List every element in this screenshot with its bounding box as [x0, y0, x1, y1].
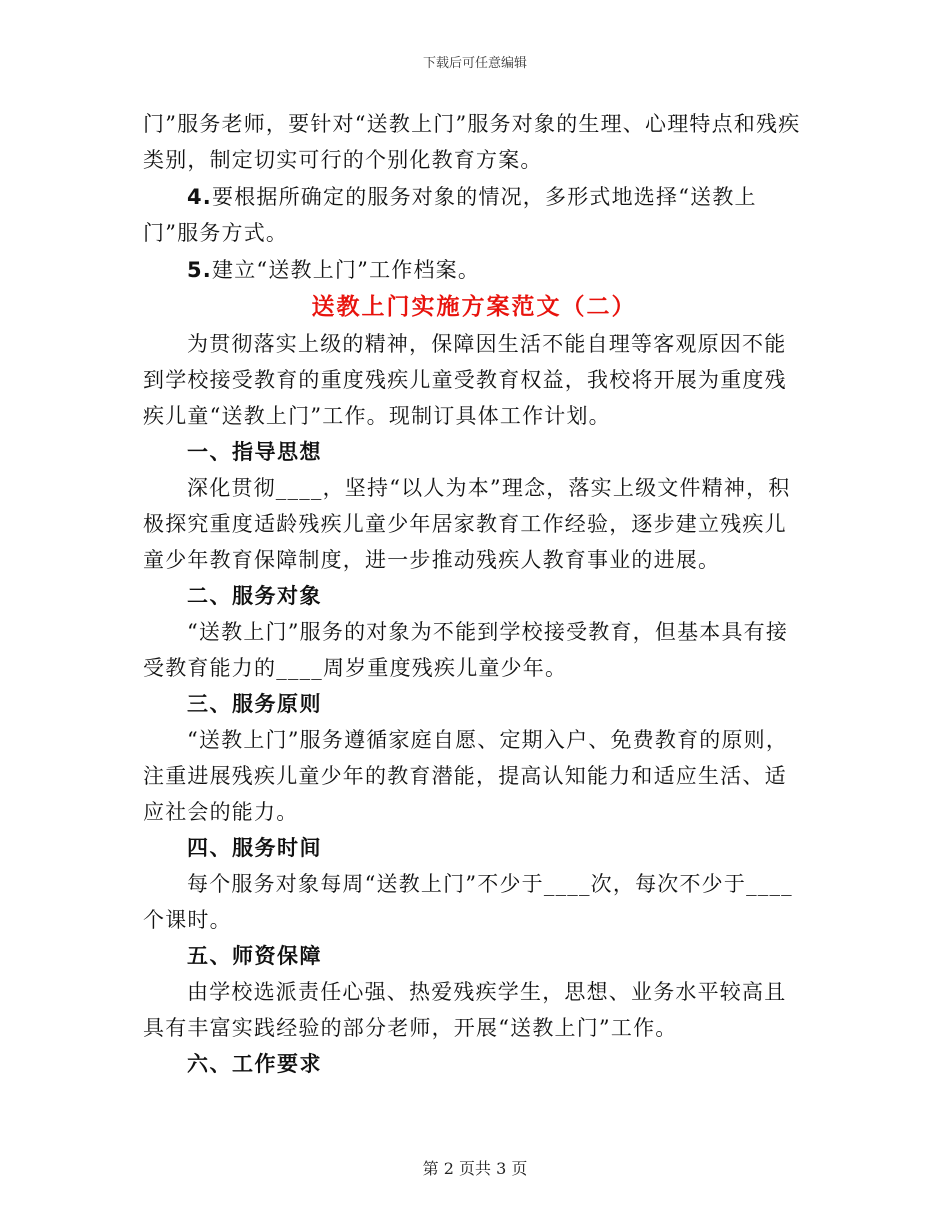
section-heading: 一、指导思想	[187, 440, 322, 464]
continued-paragraph: 门”服务老师，要针对“送教上门”服务对象的生理、心理特点和残疾类别，制定切实可行的个别化教育方案。	[143, 112, 801, 172]
page-footer: 第 2 页共 3 页	[422, 1159, 528, 1178]
page-header: 下载后可任意编辑	[422, 56, 527, 71]
intro-paragraph: 为贯彻落实上级的精神，保障因生活不能自理等客观原因不能到学校接受教育的重度残疾儿童受教育权益，我校将开展为重度残疾儿童“送教上门”工作。现制订具体工作计划。	[143, 332, 787, 428]
section-heading: 六、工作要求	[187, 1052, 322, 1076]
list-item-text: 要根据所确定的服务对象的情况，多形式地选择“送教上门”服务方式。	[143, 185, 757, 245]
list-number: 5.	[187, 258, 212, 282]
section-heading: 三、服务原则	[187, 692, 322, 716]
section-heading: 四、服务时间	[187, 836, 322, 860]
list-item-5	[143, 252, 805, 288]
list-item-text: 建立“送教上门”工作档案。	[212, 258, 481, 282]
list-item-4	[143, 179, 805, 251]
section-body: 深化贯彻____，坚持“以人为本”理念，落实上级文件精神，积极探究重度适龄残疾儿童少年居家教育工作经验，逐步建立残疾儿童少年教育保障制度，进一步推动残疾人教育事业的进展。	[143, 476, 791, 572]
section-body: “送教上门”服务遵循家庭自愿、定期入户、免费教育的原则，注重进展残疾儿童少年的教育潜能，提高认知能力和适应生活、适应社会的能力。	[143, 728, 789, 824]
section-body: “送教上门”服务的对象为不能到学校接受教育，但基本具有接受教育能力的____周岁重度残疾儿童少年。	[143, 620, 789, 680]
section-body: 由学校选派责任心强、热爱残疾学生，思想、业务水平较高且具有丰富实践经验的部分老师，开展“送教上门”工作。	[143, 980, 787, 1040]
list-number: 4.	[187, 185, 212, 209]
document-title: 送教上门实施方案范文（二）	[311, 294, 637, 320]
section-heading: 二、服务对象	[187, 584, 322, 608]
section-body: 每个服务对象每周“送教上门”不少于____次，每次不少于____个课时。	[143, 872, 793, 932]
section-heading: 五、师资保障	[187, 944, 322, 968]
document-body	[143, 106, 805, 1082]
